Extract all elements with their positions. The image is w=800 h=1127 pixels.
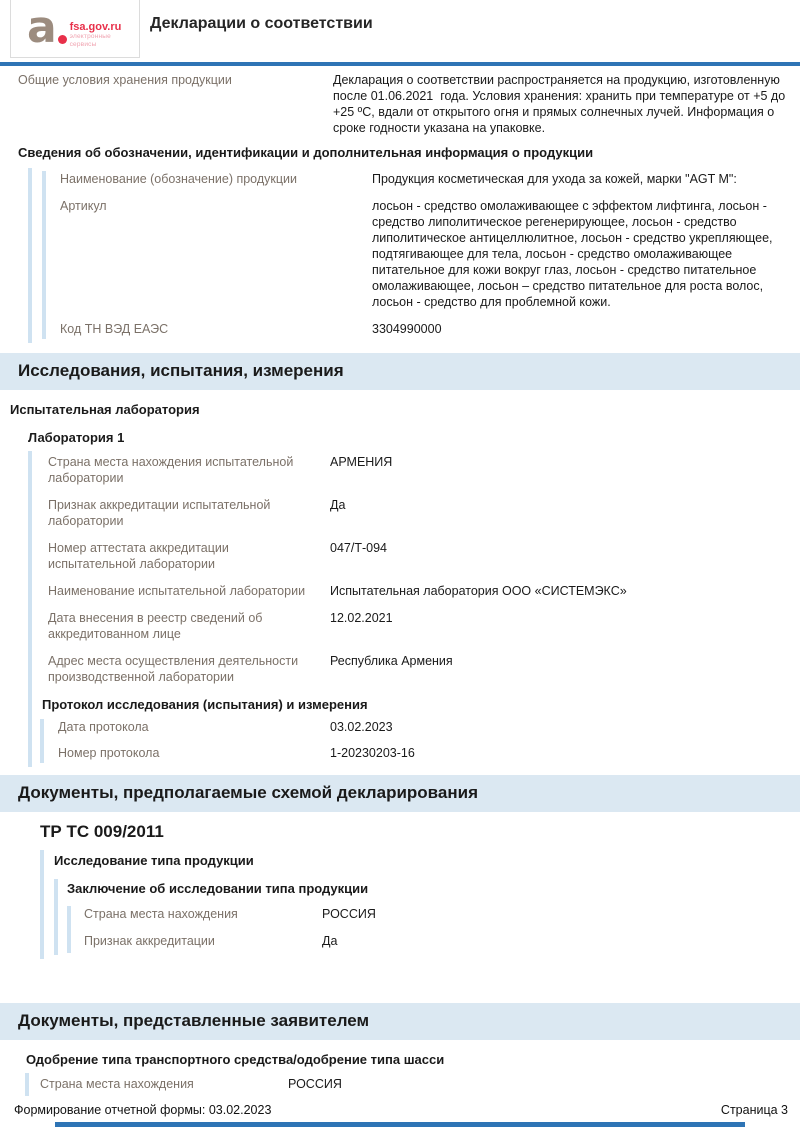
field-value: Республика Армения <box>330 654 453 668</box>
field-row-approval-country <box>40 1076 790 1092</box>
field-label: Общие условия хранения продукции <box>18 73 232 87</box>
field-value: РОССИЯ <box>288 1077 342 1091</box>
fsa-logo-subtitle: электронные сервисы <box>69 33 111 48</box>
field-row-lab-country <box>48 454 790 486</box>
field-label: Страна места нахождения испытательной лаборатории <box>48 455 294 485</box>
product-info-inner-group <box>42 171 800 339</box>
heading-laboratory-1: Лаборатория 1 <box>28 430 125 445</box>
field-value: АРМЕНИЯ <box>330 455 393 469</box>
next-page-rule <box>55 1122 745 1127</box>
field-value: Декларация о соответствии распространяется на продукцию, изготовленную после 01.06.2021 года. Условия хранения: хранить при температуре от +5 до +25 ºС, вдали от открытого огня и прямых солнечных лучей. Информация о сроке годности указана на упаковке. <box>333 73 789 135</box>
approval-fields-group <box>25 1073 800 1096</box>
field-row-lab-certificate-number <box>48 540 790 572</box>
fsa-logo-domain: fsa.gov.ru <box>69 21 122 33</box>
field-label: Адрес места осуществления деятельности производственной лаборатории <box>48 654 299 684</box>
field-label: Признак аккредитации испытательной лаборатории <box>48 498 271 528</box>
field-row-protocol-date <box>58 719 790 735</box>
field-value: 12.02.2021 <box>330 611 393 625</box>
fsa-logo-dot-icon <box>58 35 67 44</box>
heading-conclusion: Заключение об исследовании типа продукции <box>67 881 369 896</box>
fsa-logo <box>10 0 140 58</box>
field-label: Код ТН ВЭД ЕАЭС <box>60 322 169 336</box>
section-band-scheme-docs: Документы, предполагаемые схемой декларирования <box>0 775 800 812</box>
conclusion-group <box>54 879 800 955</box>
field-value: 03.02.2023 <box>330 720 393 734</box>
section-band-applicant-docs: Документы, представленные заявителем <box>0 1003 800 1040</box>
footer-generated-date: Формирование отчетной формы: 03.02.2023 <box>14 1103 272 1117</box>
conclusion-fields-group <box>67 906 800 953</box>
field-value: Продукция косметическая для ухода за кожей, марки "AGT M": <box>372 172 737 186</box>
field-row-lab-registry-date <box>48 610 790 642</box>
field-row-conclusion-accreditation <box>84 933 790 949</box>
field-row-product-name <box>60 171 790 187</box>
heading-tr-ts-009-2011: ТР ТС 009/2011 <box>40 822 164 841</box>
field-value: 1-20230203-16 <box>330 746 415 760</box>
product-info-group <box>28 168 800 343</box>
field-value: РОССИЯ <box>322 907 376 921</box>
field-row-storage <box>18 72 790 136</box>
field-value: Да <box>322 934 338 948</box>
field-row-tnved-code <box>60 321 790 337</box>
field-row-lab-accreditation-flag <box>48 497 790 529</box>
field-row-article <box>60 198 790 310</box>
heading-test-laboratory: Испытательная лаборатория <box>10 402 200 417</box>
fsa-logo-a-icon: a <box>27 2 57 53</box>
field-row-lab-name <box>48 583 790 599</box>
footer-page-number: Страница 3 <box>720 1103 788 1117</box>
field-label: Дата внесения в реестр сведений об аккредитованном лице <box>48 611 263 641</box>
field-label: Номер протокола <box>58 746 160 760</box>
heading-protocol: Протокол исследования (испытания) и измерения <box>42 697 368 712</box>
page-header <box>0 0 800 58</box>
field-label: Артикул <box>60 199 107 213</box>
fsa-logo-text <box>70 21 139 49</box>
field-value: Испытательная лаборатория ООО «СИСТЕМЭКС» <box>330 584 627 598</box>
field-row-protocol-number <box>58 745 790 761</box>
section-heading-product-info: Сведения об обозначении, идентификации и дополнительная информация о продукции <box>18 145 594 160</box>
protocol-group <box>40 719 800 763</box>
section-band-research: Исследования, испытания, измерения <box>0 353 800 390</box>
field-row-conclusion-country <box>84 906 790 922</box>
field-label: Наименование испытательной лаборатории <box>48 584 306 598</box>
field-label: Страна места нахождения <box>84 907 238 921</box>
heading-type-research: Исследование типа продукции <box>54 853 254 868</box>
field-value: 047/Т-094 <box>330 541 387 555</box>
field-value: лосьон - средство омолаживающее с эффектом лифтинга, лосьон - средство липолитическое регенерирующее, лосьон - средство липолитическое антицеллюлитное, лосьон - средство укрепляющее, подтягивающее для тела, лосьон - средство омолаживающее питательное для кожи вокруг глаз, лосьон - средство питательное омолаживающее, лосьон – средство питательное для роста волос, лосьон - средство для проблемной кожи. <box>372 199 776 309</box>
laboratory-group <box>28 451 800 767</box>
header-divider-rule <box>0 62 800 66</box>
page-title: Декларации о соответствии <box>150 15 373 32</box>
field-label: Дата протокола <box>58 720 149 734</box>
field-value: 3304990000 <box>372 322 442 336</box>
field-label: Наименование (обозначение) продукции <box>60 172 297 186</box>
field-label: Страна места нахождения <box>40 1077 194 1091</box>
field-label: Признак аккредитации <box>84 934 215 948</box>
type-research-group <box>40 850 800 959</box>
field-label: Номер аттестата аккредитации испытательной лаборатории <box>48 541 229 571</box>
field-value: Да <box>330 498 346 512</box>
field-row-lab-address <box>48 653 790 685</box>
heading-vehicle-type-approval: Одобрение типа транспортного средства/одобрение типа шасси <box>26 1052 445 1067</box>
